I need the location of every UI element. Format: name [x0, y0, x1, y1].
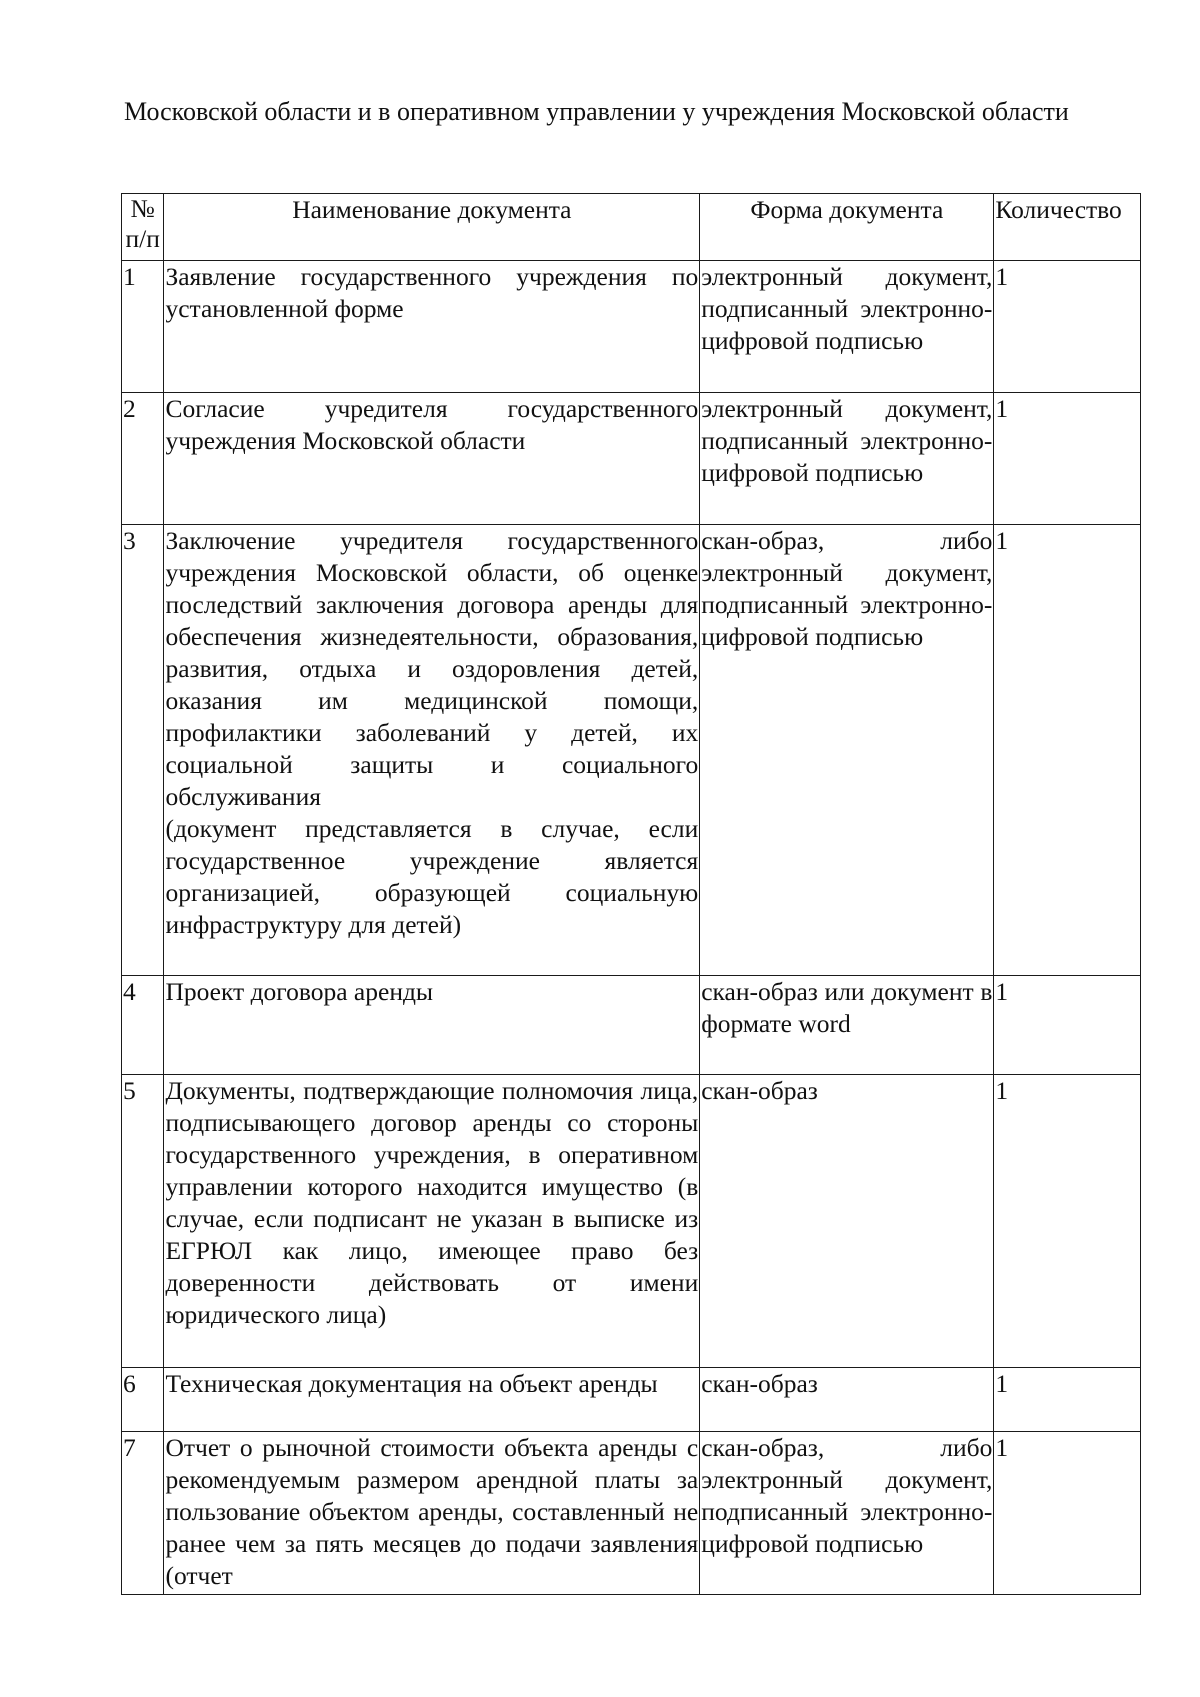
table-row — [122, 261, 1141, 393]
row-document-note: (документ представляется в случае, если государственное учреждение является организацией, образующей социальную инфраструктуру для детей) — [165, 814, 699, 939]
row-number: 2 — [122, 393, 164, 525]
row-document-form: электронный документ, подписанный электронно-цифровой подписью — [700, 261, 994, 393]
row-document-form: электронный документ, подписанный электронно-цифровой подписью — [700, 393, 994, 525]
row-document-name-cell — [164, 525, 700, 976]
row-quantity: 1 — [994, 393, 1141, 525]
table-row — [122, 525, 1141, 976]
header-document-form: Форма документа — [700, 194, 994, 261]
row-document-form: скан-образ, либо электронный документ, подписанный электронно-цифровой подписью — [700, 1432, 994, 1595]
row-number: 5 — [122, 1075, 164, 1368]
row-quantity: 1 — [994, 261, 1141, 393]
table-row — [122, 1368, 1141, 1432]
row-number: 3 — [122, 525, 164, 976]
row-document-name: Проект договора аренды — [164, 976, 700, 1075]
table-row — [122, 1432, 1141, 1595]
row-document-name: Техническая документация на объект аренды — [164, 1368, 700, 1432]
documents-table — [121, 193, 1141, 1595]
table-header-row — [122, 194, 1141, 261]
row-quantity: 1 — [994, 976, 1141, 1075]
row-quantity: 1 — [994, 1075, 1141, 1368]
row-document-name: Документы, подтверждающие полномочия лица, подписывающего договор аренды со стороны государственного учреждения, в оперативном управлении которого находится имущество (в случае, если подписант не указан в выписке из ЕГРЮЛ как лицо, имеющее право без доверенности действовать от имени юридического лица) — [164, 1075, 700, 1368]
row-quantity: 1 — [994, 1432, 1141, 1595]
table-row — [122, 393, 1141, 525]
header-document-name: Наименование документа — [164, 194, 700, 261]
header-number: № п/п — [122, 194, 164, 261]
row-document-name: Заявление государственного учреждения по установленной форме — [164, 261, 700, 393]
row-number: 7 — [122, 1432, 164, 1595]
intro-paragraph: Московской области и в оперативном управлении у учреждения Московской области — [124, 97, 1069, 126]
table-row — [122, 1075, 1141, 1368]
row-document-form: скан-образ или документ в формате word — [700, 976, 994, 1075]
header-quantity: Количество — [994, 194, 1141, 261]
row-document-form: скан-образ, либо электронный документ, подписанный электронно-цифровой подписью — [700, 525, 994, 976]
row-quantity: 1 — [994, 1368, 1141, 1432]
row-document-form: скан-образ — [700, 1075, 994, 1368]
row-number: 4 — [122, 976, 164, 1075]
row-document-form: скан-образ — [700, 1368, 994, 1432]
row-document-name: Согласие учредителя государственного учреждения Московской области — [164, 393, 700, 525]
table-row — [122, 976, 1141, 1075]
row-quantity: 1 — [994, 525, 1141, 976]
row-number: 6 — [122, 1368, 164, 1432]
row-document-name: Заключение учредителя государственного учреждения Московской области, об оценке последствий заключения договора аренды для обеспечения жизнедеятельности, образования, развития, отдыха и оздоровления детей, оказания им медицинской помощи, профилактики заболеваний у детей, их социальной защиты и социального обслуживания — [165, 526, 699, 811]
row-document-name: Отчет о рыночной стоимости объекта аренды с рекомендуемым размером арендной платы за пользование объектом аренды, составленный не ранее чем за пять месяцев до подачи заявления (отчет — [164, 1432, 700, 1595]
row-number: 1 — [122, 261, 164, 393]
